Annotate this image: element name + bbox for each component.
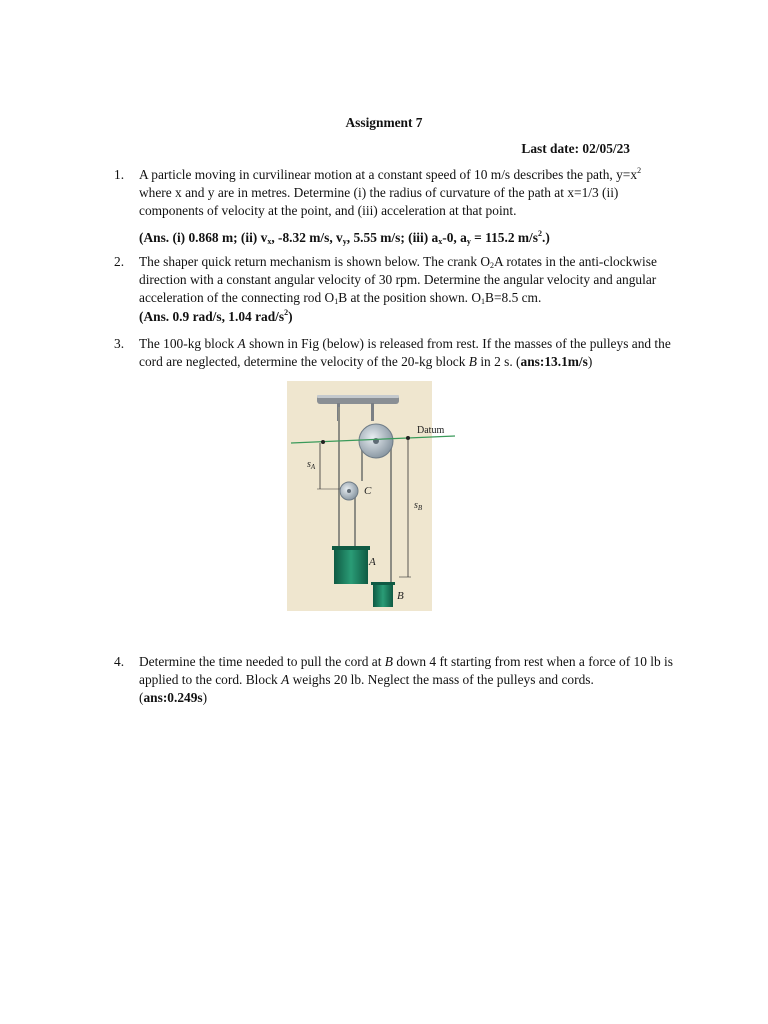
pulley-diagram <box>287 381 471 611</box>
page-title: Assignment 7 <box>345 115 423 130</box>
sa-label: $s_A$ <box>307 459 316 471</box>
question-text: A particle moving in curvilinear motion at a constant speed of 10 m/s describes the path, $y=x^2$ where x and y are in metres. Determine (i) the radius of curvature of the path at x=1/3 (ii) components of velocity at the point, and (iii) acceleration at that point. (Ans. (i) 0.868 m; (ii) $v_x$, -8.32 m/s, $v_y$, 5.55 m/s; (iii) $a_x-0$, $a_y = 115.2$ $m/s^2$.) <box>139 166 674 247</box>
sb-label: $s_B$ <box>414 500 423 512</box>
question-number: 3. <box>114 336 125 351</box>
question-text: Determine the time needed to pull the cord at B down 4 ft starting from rest when a force of 10 lb is applied to the cord. Block A weighs 20 lb. Neglect the mass of the pulleys and cords. (ans:0.249s) <box>139 654 673 705</box>
question-number: 1. <box>114 167 125 182</box>
question-answer: (Ans. (i) 0.868 m; (ii) $v_x$, -8.32 m/s, $v_y$, 5.55 m/s; (iii) $a_x-0$, $a_y = 115.2$ $m/s^2$.) <box>139 229 550 246</box>
block-b <box>373 584 393 607</box>
pulley-c-label: C <box>364 485 372 497</box>
pulley-figure <box>287 381 471 611</box>
question-number: 2. <box>114 254 125 269</box>
block-b-label: B <box>397 590 404 602</box>
hanger-right <box>371 403 374 421</box>
question-text: The 100-kg block A shown in Fig (below) is released from rest. If the masses of the pulleys and the cord are neglected, determine the velocity of the 20-kg block B in 2 s. (ans:13.1m/s) <box>139 336 671 369</box>
question-4 <box>114 653 674 707</box>
last-date: Last date: 02/05/23 <box>521 141 630 156</box>
datum-point-a <box>321 440 325 444</box>
block-a-label: A <box>369 556 376 568</box>
question-answer: (Ans. 0.9 rad/s, 1.04 rad/$s^2$) <box>139 308 293 324</box>
question-2 <box>114 253 674 326</box>
question-1 <box>114 166 674 247</box>
datum-label: Datum <box>417 425 445 436</box>
question-3 <box>114 335 674 371</box>
block-a <box>334 548 368 584</box>
question-number: 4. <box>114 654 125 669</box>
question-text: The shaper quick return mechanism is shown below. The crank $O_2A$ rotates in the anti-clockwise direction with a constant angular velocity of 30 rpm. Determine the angular velocity and angular acceleration of the connecting rod $O_1B$ at the position shown. $O_1B=8.5$ cm. (Ans. 0.9 rad/s, 1.04 rad/$s^2$) <box>139 253 674 326</box>
